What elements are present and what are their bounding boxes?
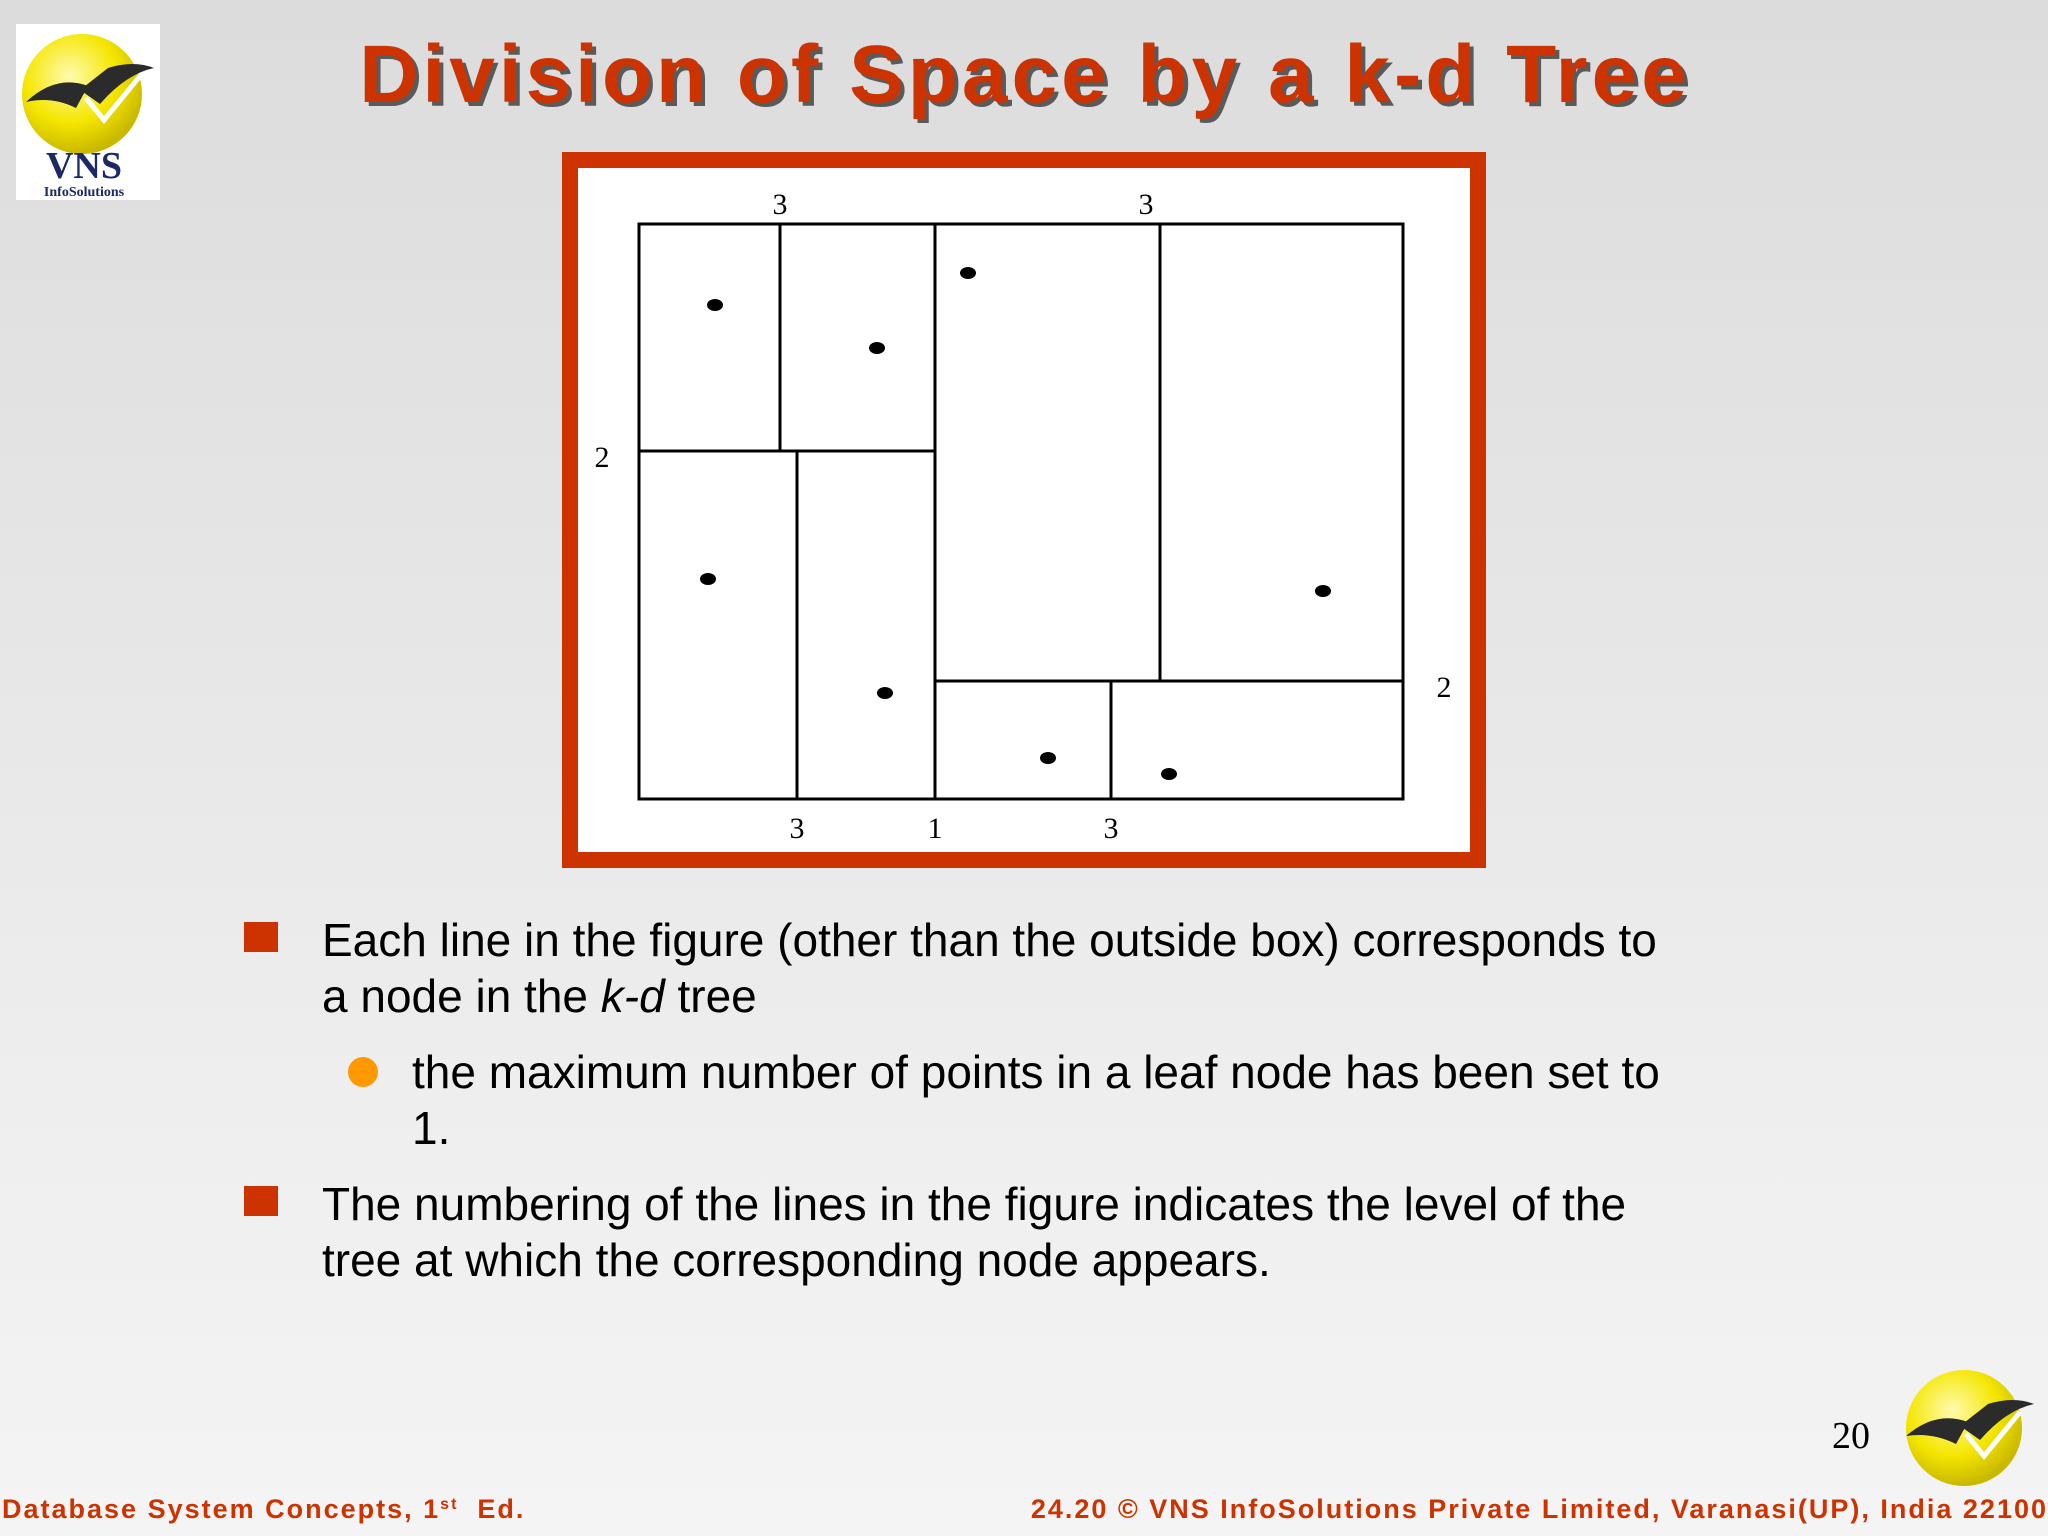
data-point [869, 342, 885, 354]
bullet-1-line-2: a node in the k-d tree [322, 970, 757, 1022]
bullet-2-line-1: The numbering of the lines in the figure indicates the level of the [322, 1178, 1627, 1230]
top-label-right: 3 [1138, 188, 1154, 221]
left-label: 2 [594, 441, 610, 474]
top-label-left: 3 [772, 188, 788, 221]
data-point [1161, 768, 1177, 780]
sub-bullet-line-1: the maximum number of points in a leaf node has been set to [412, 1046, 1660, 1098]
data-point [960, 267, 976, 279]
vns-logo-small [1898, 1366, 2038, 1490]
outer-box [639, 224, 1403, 799]
vns-logo [16, 24, 160, 200]
data-point [700, 573, 716, 585]
square-bullet-icon [244, 1186, 278, 1216]
circle-bullet-icon [348, 1057, 378, 1087]
bottom-label-right: 3 [1103, 812, 1119, 845]
footer-copyright: 24.20 © VNS InfoSolutions Private Limited, Varanasi(UP), India 22100 [1030, 1494, 2048, 1524]
slide-title: Division of Space by a k-d Tree [359, 29, 1691, 120]
bottom-label-center: 1 [927, 812, 943, 845]
logo-text: VNS [45, 145, 123, 187]
data-point [1040, 752, 1056, 764]
page-number: 20 [1832, 1415, 1870, 1457]
kd-tree-figure [562, 152, 1486, 868]
data-point [1315, 585, 1331, 597]
bullet-2-line-2: tree at which the corresponding node appears. [322, 1234, 1271, 1286]
sub-bullet-line-2: 1. [412, 1102, 451, 1154]
footer-course-title: Database System Concepts, 1st Ed. [2, 1494, 526, 1524]
right-label: 2 [1436, 671, 1452, 704]
bottom-label-left: 3 [789, 812, 805, 845]
square-bullet-icon [244, 922, 278, 952]
logo-subtext: InfoSolutions [43, 185, 125, 200]
data-point [877, 687, 893, 699]
bullet-1-line-1: Each line in the figure (other than the outside box) corresponds to [322, 914, 1657, 966]
data-point [707, 299, 723, 311]
